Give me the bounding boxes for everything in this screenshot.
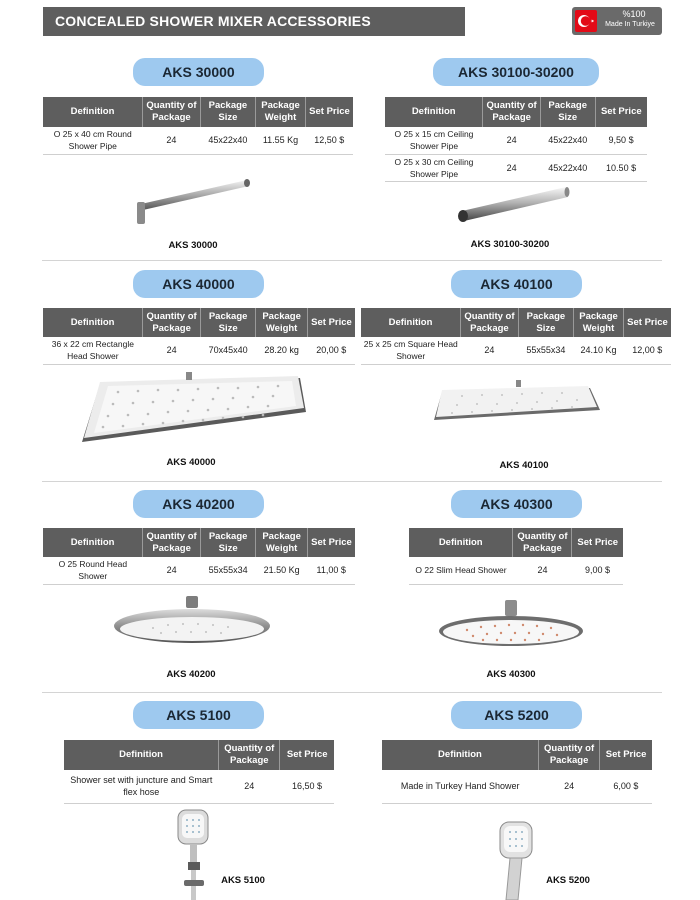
page-title: CONCEALED SHOWER MIXER ACCESSORIES bbox=[43, 7, 465, 36]
cell-quantity: 24 bbox=[483, 127, 540, 154]
product-table-aks-30000 bbox=[43, 97, 353, 155]
cell-price: 11,00 $ bbox=[307, 557, 355, 584]
shower-set-image bbox=[176, 808, 212, 900]
product-code-aks-40000: AKS 40000 bbox=[133, 270, 264, 298]
slim-head-shower-image bbox=[437, 598, 587, 653]
cell-definition: O 25 Round Head Shower bbox=[43, 557, 143, 584]
col-package-size: Package Size bbox=[518, 308, 573, 337]
cell-price: 9,00 $ bbox=[572, 557, 623, 584]
product-code-aks-40100: AKS 40100 bbox=[451, 270, 582, 298]
cell-size: 45x22x40 bbox=[540, 154, 595, 181]
rectangle-head-shower-image bbox=[78, 372, 308, 452]
ceiling-shower-pipe-image bbox=[452, 185, 570, 230]
col-set-price: Set Price bbox=[307, 528, 355, 557]
cell-definition: Made in Turkey Hand Shower bbox=[382, 770, 538, 803]
cell-definition: O 22 Slim Head Shower bbox=[409, 557, 513, 584]
cell-price: 12,00 $ bbox=[624, 337, 671, 364]
product-table-aks-5200 bbox=[382, 740, 652, 804]
product-caption-aks-5200: AKS 5200 bbox=[546, 875, 590, 886]
col-quantity: Quantity of Package bbox=[538, 740, 599, 770]
cell-weight: 24.10 Kg bbox=[574, 337, 624, 364]
section-divider bbox=[42, 260, 662, 261]
table-row bbox=[385, 127, 647, 154]
col-quantity: Quantity of Package bbox=[143, 528, 201, 557]
cell-definition: O 25 x 15 cm Ceiling Shower Pipe bbox=[385, 127, 483, 154]
product-caption-aks-40000: AKS 40000 bbox=[166, 457, 216, 468]
cell-size: 55x55x34 bbox=[201, 557, 256, 584]
cell-size: 45x22x40 bbox=[540, 127, 595, 154]
col-set-price: Set Price bbox=[280, 740, 334, 770]
product-table-aks-40100 bbox=[361, 308, 671, 365]
product-caption-aks-30000: AKS 30000 bbox=[168, 240, 218, 251]
cell-quantity: 24 bbox=[219, 770, 280, 803]
badge-percent: %100 bbox=[622, 9, 646, 19]
product-code-aks-30100-30200: AKS 30100-30200 bbox=[433, 58, 599, 86]
col-definition: Definition bbox=[382, 740, 538, 770]
cell-weight: 28.20 kg bbox=[256, 337, 308, 364]
cell-definition: O 25 x 30 cm Ceiling Shower Pipe bbox=[385, 154, 483, 181]
col-quantity: Quantity of Package bbox=[219, 740, 280, 770]
product-code-aks-30000: AKS 30000 bbox=[133, 58, 264, 86]
square-head-shower-image bbox=[432, 380, 604, 435]
cell-size: 70x45x40 bbox=[201, 337, 256, 364]
cell-quantity: 24 bbox=[513, 557, 572, 584]
table-row bbox=[382, 770, 652, 803]
col-package-weight: Package Weight bbox=[574, 308, 624, 337]
cell-price: 12,50 $ bbox=[306, 127, 353, 154]
col-package-size: Package Size bbox=[201, 308, 256, 337]
product-table-aks-5100 bbox=[64, 740, 334, 804]
cell-definition: 36 x 22 cm Rectangle Head Shower bbox=[43, 337, 143, 364]
col-set-price: Set Price bbox=[595, 97, 647, 127]
round-head-shower-image bbox=[113, 594, 273, 654]
col-set-price: Set Price bbox=[307, 308, 355, 337]
table-row bbox=[43, 557, 355, 584]
table-row bbox=[409, 557, 623, 584]
product-caption-aks-30100-30200: AKS 30100-30200 bbox=[470, 239, 550, 250]
cell-definition: Shower set with juncture and Smart flex hose bbox=[64, 770, 219, 803]
cell-quantity: 24 bbox=[143, 127, 201, 154]
product-table-aks-40200 bbox=[43, 528, 355, 585]
col-quantity: Quantity of Package bbox=[483, 97, 540, 127]
hand-shower-image bbox=[496, 820, 536, 900]
table-row bbox=[385, 154, 647, 181]
product-code-aks-5200: AKS 5200 bbox=[451, 701, 582, 729]
cell-weight: 11.55 Kg bbox=[256, 127, 306, 154]
col-quantity: Quantity of Package bbox=[513, 528, 572, 557]
product-table-aks-40000 bbox=[43, 308, 355, 365]
shower-pipe-image bbox=[135, 176, 255, 226]
product-table-aks-30100-30200 bbox=[385, 97, 647, 182]
cell-quantity: 24 bbox=[461, 337, 519, 364]
made-in-turkiye-badge bbox=[572, 7, 662, 35]
product-caption-aks-5100: AKS 5100 bbox=[221, 875, 265, 886]
col-definition: Definition bbox=[64, 740, 219, 770]
product-code-aks-40200: AKS 40200 bbox=[133, 490, 264, 518]
col-quantity: Quantity of Package bbox=[143, 308, 201, 337]
col-package-weight: Package Weight bbox=[256, 308, 308, 337]
product-code-aks-5100: AKS 5100 bbox=[133, 701, 264, 729]
product-caption-aks-40300: AKS 40300 bbox=[486, 669, 536, 680]
col-definition: Definition bbox=[361, 308, 461, 337]
cell-definition: O 25 x 40 cm Round Shower Pipe bbox=[43, 127, 143, 154]
cell-quantity: 24 bbox=[538, 770, 599, 803]
badge-made-in: Made In Turkiye bbox=[605, 21, 655, 28]
cell-quantity: 24 bbox=[483, 154, 540, 181]
product-code-aks-40300: AKS 40300 bbox=[451, 490, 582, 518]
cell-size: 45x22x40 bbox=[200, 127, 255, 154]
col-quantity: Quantity of Package bbox=[461, 308, 519, 337]
col-package-weight: Package Weight bbox=[256, 528, 308, 557]
section-divider bbox=[42, 481, 662, 482]
col-definition: Definition bbox=[409, 528, 513, 557]
col-definition: Definition bbox=[43, 528, 143, 557]
cell-price: 16,50 $ bbox=[280, 770, 334, 803]
turkish-flag-icon bbox=[575, 10, 597, 32]
col-set-price: Set Price bbox=[572, 528, 623, 557]
table-row bbox=[43, 127, 353, 154]
col-package-weight: Package Weight bbox=[256, 97, 306, 127]
col-quantity: Quantity of Package bbox=[143, 97, 201, 127]
table-row bbox=[361, 337, 671, 364]
section-divider bbox=[42, 692, 662, 693]
cell-quantity: 24 bbox=[143, 337, 201, 364]
cell-price: 9,50 $ bbox=[595, 127, 647, 154]
cell-price: 20,00 $ bbox=[307, 337, 355, 364]
col-package-size: Package Size bbox=[201, 528, 256, 557]
col-definition: Definition bbox=[385, 97, 483, 127]
cell-quantity: 24 bbox=[143, 557, 201, 584]
col-definition: Definition bbox=[43, 97, 143, 127]
table-row bbox=[64, 770, 334, 803]
table-row bbox=[43, 337, 355, 364]
col-package-size: Package Size bbox=[200, 97, 255, 127]
cell-price: 6,00 $ bbox=[600, 770, 652, 803]
col-set-price: Set Price bbox=[624, 308, 671, 337]
col-definition: Definition bbox=[43, 308, 143, 337]
product-caption-aks-40200: AKS 40200 bbox=[166, 669, 216, 680]
product-caption-aks-40100: AKS 40100 bbox=[499, 460, 549, 471]
cell-price: 10.50 $ bbox=[595, 154, 647, 181]
col-package-size: Package Size bbox=[540, 97, 595, 127]
col-set-price: Set Price bbox=[600, 740, 652, 770]
cell-size: 55x55x34 bbox=[518, 337, 573, 364]
cell-definition: 25 x 25 cm Square Head Shower bbox=[361, 337, 461, 364]
cell-weight: 21.50 Kg bbox=[256, 557, 308, 584]
product-table-aks-40300 bbox=[409, 528, 623, 585]
col-set-price: Set Price bbox=[306, 97, 353, 127]
